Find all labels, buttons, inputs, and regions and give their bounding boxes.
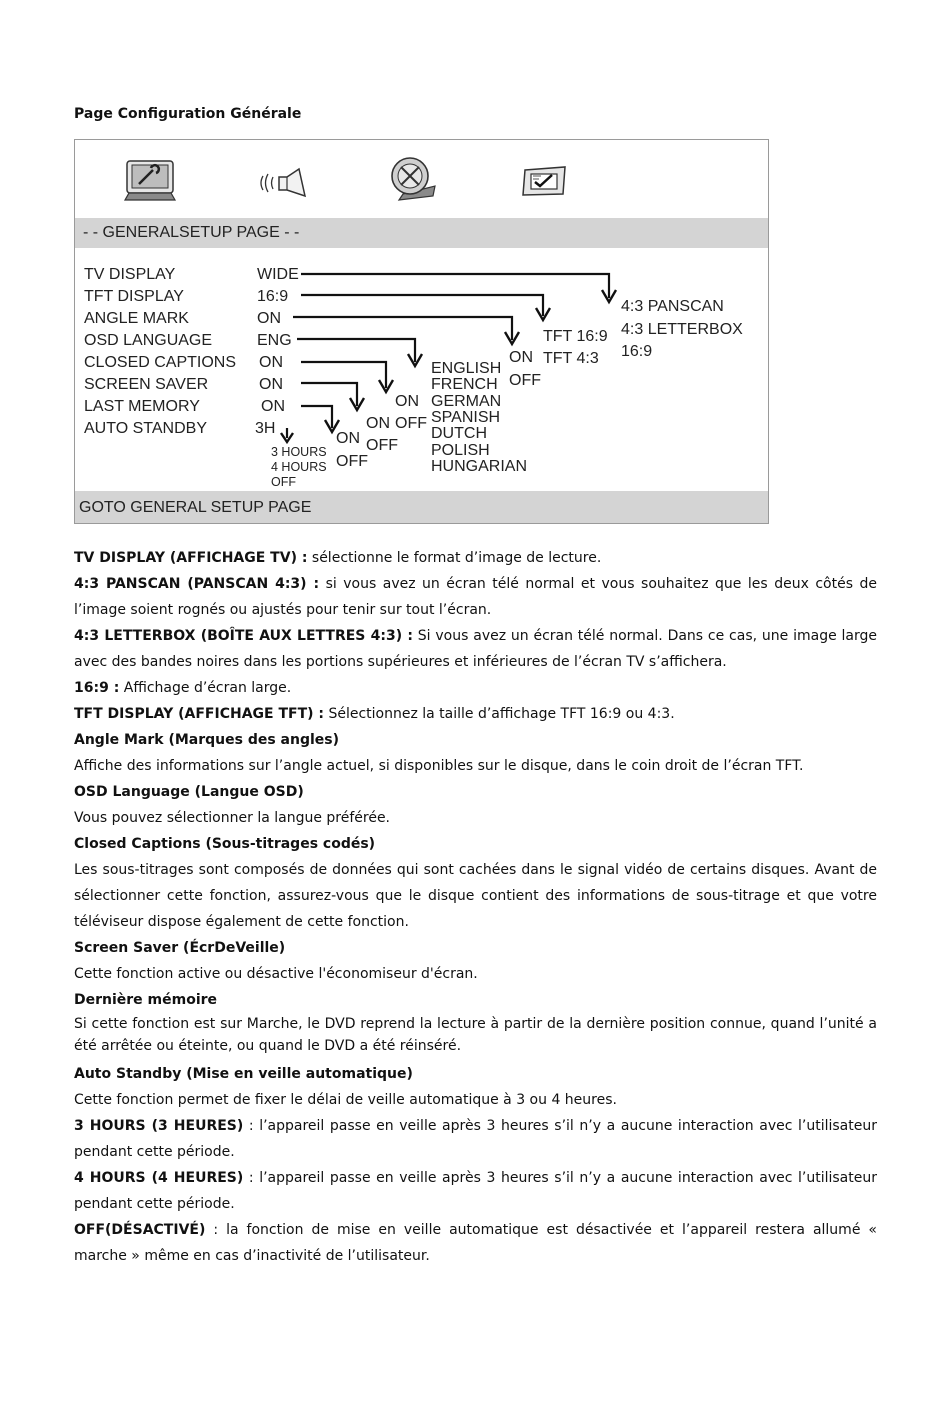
paragraph-body: Si vous avez un écran télé normal. Dans ce cas, une image large avec des bandes noires dans les portions supérieures et inférieures de l’écran TV s’affichera. (74, 628, 877, 670)
osd-language-option: GERMAN (431, 393, 502, 410)
menu-item-label: AUTO STANDBY (84, 420, 207, 437)
paragraph-heading: 4:3 PANSCAN (PANSCAN 4:3) : (74, 576, 320, 592)
angle-mark-option: ON (509, 349, 533, 366)
paragraph (74, 805, 877, 831)
menu-item-label: LAST MEMORY (84, 398, 200, 415)
paragraph-body: : l’appareil passe en veille après 3 heures s’il n’y a aucune interaction avec l’utilisateur pendant cette période. (74, 1118, 877, 1160)
menu-item-value: 3H (255, 420, 276, 437)
arrow-osd-language (297, 339, 415, 362)
section-heading (74, 727, 877, 753)
goto-general-setup-label: GOTO GENERAL SETUP PAGE (79, 499, 312, 516)
paragraph (74, 545, 877, 571)
last-memory-option: ON (336, 430, 360, 447)
menu-item-value: ON (261, 398, 285, 415)
paragraph-heading: TV DISPLAY (AFFICHAGE TV) : (74, 550, 308, 566)
paragraph (74, 1087, 877, 1113)
section-heading (74, 935, 877, 961)
osd-language-option: POLISH (431, 442, 490, 459)
paragraph (74, 1013, 877, 1057)
menu-item-label: SCREEN SAVER (84, 376, 209, 393)
osd-language-option: HUNGARIAN (431, 458, 528, 475)
paragraph (74, 753, 877, 779)
paragraph-body: Cette fonction permet de fixer le délai de veille automatique à 3 ou 4 heures. (74, 1092, 617, 1108)
paragraph (74, 571, 877, 623)
arrow-screen-saver (301, 383, 357, 406)
page-heading: Page Configuration Générale (74, 106, 302, 122)
screen-saver-option: ON (366, 415, 390, 432)
tv-display-option: 4:3 PANSCAN (621, 298, 724, 315)
paragraph-body: Affichage d’écran large. (119, 680, 292, 696)
section-heading (74, 831, 877, 857)
screen-saver-option: OFF (366, 437, 398, 454)
menu-item-value: WIDE (257, 266, 299, 283)
menu-item-value: ON (257, 310, 281, 327)
tft-display-option: TFT 16:9 (543, 328, 608, 345)
closed-captions-option: OFF (395, 415, 427, 432)
section-heading (74, 779, 877, 805)
osd-language-option: FRENCH (431, 376, 498, 393)
menu-bottom-bar (75, 491, 768, 524)
paragraph (74, 675, 877, 701)
menu-item-label: TV DISPLAY (84, 266, 176, 283)
paragraph-body: : l’appareil passe en veille après 3 heures s’il n’y a aucune interaction avec l’utilisateur pendant cette période. (74, 1170, 877, 1212)
tft-display-option: TFT 4:3 (543, 350, 599, 367)
paragraph-body: Cette fonction active ou désactive l'économiseur d'écran. (74, 966, 478, 982)
closed-captions-option: ON (395, 393, 419, 410)
paragraph (74, 961, 877, 987)
description-text (74, 545, 877, 1269)
paragraph (74, 857, 877, 935)
angle-mark-option: OFF (509, 372, 541, 389)
paragraph (74, 701, 877, 727)
paragraph-heading: Angle Mark (Marques des angles) (74, 732, 340, 748)
paragraph (74, 1217, 877, 1269)
auto-standby-option: OFF (271, 475, 296, 489)
paragraph (74, 1165, 877, 1217)
paragraph (74, 623, 877, 675)
menu-item-value: ON (259, 354, 283, 371)
menu-item-value: ON (259, 376, 283, 393)
menu-item-label: TFT DISPLAY (84, 288, 184, 305)
auto-standby-option: 3 HOURS (271, 445, 327, 459)
menu-item-value: 16:9 (257, 288, 289, 305)
paragraph-body: Les sous-titrages sont composés de données qui sont cachées dans le signal vidéo de certains disques. Avant de sélectionner cette fonction, assurez-vous que le disque contient des informations de sous-titrage et que votre téléviseur dispose également de cette fonction. (74, 862, 877, 930)
paragraph-heading: 16:9 : (74, 680, 120, 696)
paragraph-body: sélectionne le format d’image de lecture. (307, 550, 602, 566)
paragraph-body: Affiche des informations sur l’angle actuel, si disponibles sur le disque, dans le coin droit de l’écran TFT. (74, 758, 804, 774)
paragraph-body: Vous pouvez sélectionner la langue préférée. (74, 810, 391, 826)
tv-display-option: 4:3 LETTERBOX (621, 321, 743, 338)
paragraph-heading: Auto Standby (Mise en veille automatique) (74, 1066, 413, 1082)
arrow-tft-display (301, 295, 543, 316)
osd-language-option: SPANISH (431, 409, 501, 426)
menu-item-label: ANGLE MARK (84, 310, 189, 327)
paragraph-body: Sélectionnez la taille d’affichage TFT 16:9 ou 4:3. (324, 706, 675, 722)
paragraph-heading: Closed Captions (Sous-titrages codés) (74, 836, 376, 852)
tv-display-option: 16:9 (621, 343, 653, 360)
menu-item-label: CLOSED CAPTIONS (84, 354, 237, 371)
paragraph-body: : la fonction de mise en veille automatique est désactivée et l’appareil restera allumé « marche » même en cas d’inactivité de l’utilisateur. (74, 1222, 877, 1264)
paragraph-heading: OFF(DÉSACTIVÉ) (74, 1222, 206, 1238)
paragraph (74, 1113, 877, 1165)
paragraph-heading: TFT DISPLAY (AFFICHAGE TFT) : (74, 706, 324, 722)
menu-item-value: ENG (257, 332, 292, 349)
paragraph-body: Si cette fonction est sur Marche, le DVD reprend la lecture à partir de la dernière position connue, quand l’unité a été arrêtée ou éteinte, ou quand le DVD a été réinséré. (74, 1016, 877, 1054)
paragraph-heading: Dernière mémoire (74, 992, 218, 1008)
general-setup-menu-screenshot (74, 139, 769, 524)
menu-title: - - GENERALSETUP PAGE - - (83, 224, 300, 241)
paragraph-heading: Screen Saver (ÉcrDeVeille) (74, 940, 286, 956)
paragraph-heading: OSD Language (Langue OSD) (74, 784, 304, 800)
paragraph-heading: 4:3 LETTERBOX (BOÎTE AUX LETTRES 4:3) : (74, 628, 413, 644)
section-heading (74, 987, 877, 1013)
osd-language-option: ENGLISH (431, 360, 502, 377)
paragraph-body: si vous avez un écran télé normal et vous souhaitez que les deux côtés de l’image soient rognés ou ajustés pour tenir sur tout l’écran. (74, 576, 877, 618)
last-memory-option: OFF (336, 453, 368, 470)
arrow-angle-mark (293, 317, 512, 340)
section-heading (74, 1061, 877, 1087)
paragraph-heading: 3 HOURS (3 HEURES) (74, 1118, 244, 1134)
menu-item-label: OSD LANGUAGE (84, 332, 213, 349)
auto-standby-option: 4 HOURS (271, 460, 327, 474)
paragraph-heading: 4 HOURS (4 HEURES) (74, 1170, 244, 1186)
osd-language-option: DUTCH (431, 425, 487, 442)
